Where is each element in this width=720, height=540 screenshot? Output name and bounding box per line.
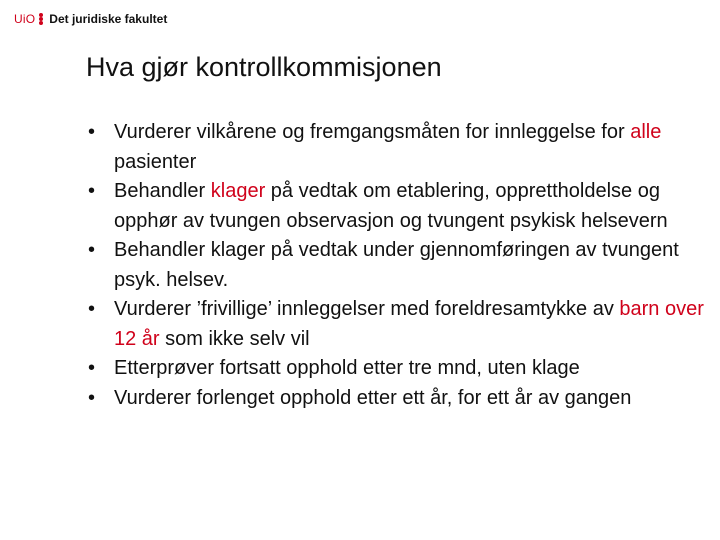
bullet-item <box>86 118 706 177</box>
bullet-item <box>86 177 706 236</box>
faculty-name: Det juridiske fakultet <box>49 12 168 26</box>
bullet-list <box>86 118 706 413</box>
bullet-text: Vurderer vilkårene og fremgangsmåten for innleggelse for <box>114 121 631 143</box>
bullet-text: Behandler <box>114 180 211 202</box>
bullet-text: Vurderer ’frivillige’ innleggelser med foreldresamtykke av <box>114 298 620 320</box>
uio-logo-mark-icon <box>37 12 45 26</box>
bullet-text: Vurderer forlenget opphold etter ett år, for ett år av gangen <box>114 386 632 409</box>
bullet-text: Etterprøver fortsatt opphold etter tre mnd, uten klage <box>114 357 580 379</box>
highlighted-text: klager <box>210 180 266 202</box>
bullet-text: som ikke selv vil <box>159 327 310 350</box>
uio-logo: UiO <box>14 12 36 26</box>
slide-title: Hva gjør kontrollkommisjonen <box>86 52 442 82</box>
bullet-item <box>86 384 706 414</box>
bullet-item <box>86 295 706 354</box>
bullet-item <box>86 236 706 295</box>
bullet-text: Behandler klager på vedtak under gjennomføringen av tvungent psyk. helsev. <box>114 239 679 291</box>
highlighted-text: barn over 12 år <box>114 298 704 350</box>
bullet-text: pasienter <box>114 150 197 173</box>
highlighted-text: alle <box>630 121 662 143</box>
faculty-header <box>14 10 167 28</box>
bullet-item <box>86 354 706 384</box>
bullet-text: på vedtak om etablering, opprettholdelse og opphør av tvungen observasjon og tvungent psykisk helsevern <box>114 180 668 232</box>
